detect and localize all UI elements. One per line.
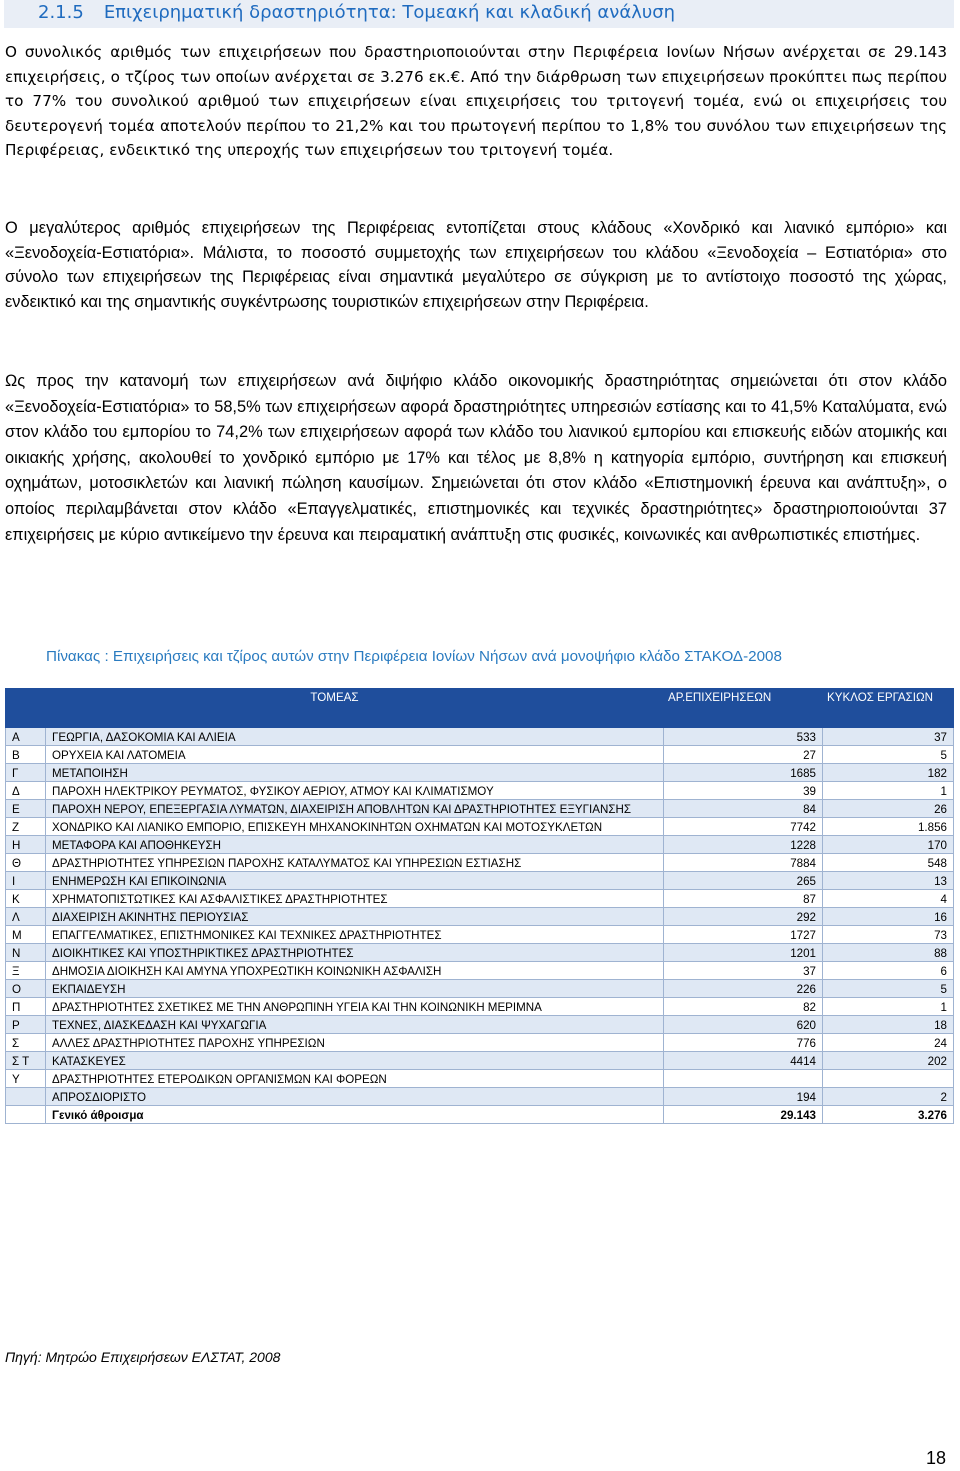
table-row (6, 1016, 954, 1034)
sector-name: ΜΕΤΑΦΟΡΑ ΚΑΙ ΑΠΟΘΗΚΕΥΣΗ (46, 836, 664, 854)
sector-name: ΚΑΤΑΣΚΕΥΕΣ (46, 1052, 664, 1070)
sector-name: ΕΠΑΓΓΕΛΜΑΤΙΚΕΣ, ΕΠΙΣΤΗΜΟΝΙΚΕΣ ΚΑΙ ΤΕΧΝΙΚΕΣ ΔΡΑΣΤΗΡΙΟΤΗΤΕΣ (46, 926, 664, 944)
firms-count: 1685 (664, 764, 823, 782)
table-row (6, 746, 954, 764)
sector-code: Ο (6, 980, 46, 998)
turnover-value: 73 (823, 926, 954, 944)
sector-code (6, 1088, 46, 1106)
paragraph-3: Ως προς την κατανομή των επιχειρήσεων ανά διψήφιο κλάδο οικονομικής δραστηριότητας σημειώνεται ότι στον κλάδο «Ξενοδοχεία-Εστιατόρια» το 58,5% των επιχειρήσεων αφορά δραστηριότητες υπηρεσιών εστίασης και το 41,5% Καταλύματα, ενώ στον κλάδο του εμπορίου το 74,2% των επιχειρήσεων αφορά των κλάδο του λιανικού εμπορίου και επισκευής ειδών ατομικής και οικιακής χρήσης, ακολουθεί το χονδρικό εμπόριο με 17% και τέλος με 8,8% η κατηγορία εμπόριο, συντήρηση και επισκευή οχημάτων, μοτοσικλετών και λιανική πώληση καυσίμων. Σημειώνεται ότι στον κλάδο «Επιστημονική έρευνα και ανάπτυξη», ο οποίος περιλαμβάνεται στον κλάδο «Επαγγελματικές, επιστημονικές και τεχνικές δραστηριότητες» δραστηριοποιούνται 37 επιχειρήσεις με κύριο αντικείμενο την έρευνα και πειραματική ανάπτυξη στις φυσικές, κοινωνικές και ανθρωπιστικές επιστήμες. (5, 372, 947, 544)
sector-name: ΧΟΝΔΡΙΚΟ ΚΑΙ ΛΙΑΝΙΚΟ ΕΜΠΟΡΙΟ, ΕΠΙΣΚΕΥΗ ΜΗΧΑΝΟΚΙΝΗΤΩΝ ΟΧΗΜΑΤΩΝ ΚΑΙ ΜΟΤΟΣΥΚΛΕΤΩΝ (46, 818, 664, 836)
sector-table (5, 688, 954, 1124)
turnover-value: 24 (823, 1034, 954, 1052)
page-number: 18 (926, 1448, 947, 1468)
turnover-value: 5 (823, 746, 954, 764)
sector-code: Ι (6, 872, 46, 890)
sector-name: ΠΑΡΟΧΗ ΝΕΡΟΥ, ΕΠΕΞΕΡΓΑΣΙΑ ΛΥΜΑΤΩΝ, ΔΙΑΧΕΙΡΙΣΗ ΑΠΟΒΛΗΤΩΝ ΚΑΙ ΔΡΑΣΤΗΡΙΟΤΗΤΕΣ ΕΞΥΓΙΑΝΣΗΣ (46, 800, 664, 818)
section-title: Επιχειρηματική δραστηριότητα: Τομεακή και κλαδική ανάλυση (103, 2, 676, 23)
sector-name: ΜΕΤΑΠΟΙΗΣΗ (46, 764, 664, 782)
firms-count: 37 (664, 962, 823, 980)
firms-count: 7884 (664, 854, 823, 872)
firms-count: 4414 (664, 1052, 823, 1070)
total-row (6, 1106, 954, 1124)
table-row (6, 818, 954, 836)
sector-code: Κ (6, 890, 46, 908)
sector-name: ΑΠΡΟΣΔΙΟΡΙΣΤΟ (46, 1088, 664, 1106)
turnover-value (823, 1070, 954, 1088)
sector-code: Υ (6, 1070, 46, 1088)
sector-code: Β (6, 746, 46, 764)
sector-code: Μ (6, 926, 46, 944)
table-row (6, 1088, 954, 1106)
turnover-value: 5 (823, 980, 954, 998)
turnover-value: 88 (823, 944, 954, 962)
turnover-value: 37 (823, 728, 954, 746)
table-row (6, 962, 954, 980)
table-row (6, 872, 954, 890)
table-body (6, 728, 954, 1124)
section-heading (4, 0, 954, 28)
turnover-value: 4 (823, 890, 954, 908)
table-row (6, 908, 954, 926)
firms-count: 1201 (664, 944, 823, 962)
sector-name: ΓΕΩΡΓΙΑ, ΔΑΣΟΚΟΜΙΑ ΚΑΙ ΑΛΙΕΙΑ (46, 728, 664, 746)
firms-count: 620 (664, 1016, 823, 1034)
sector-code: Σ (6, 1034, 46, 1052)
firms-count: 27 (664, 746, 823, 764)
turnover-value: 1.856 (823, 818, 954, 836)
firms-count: 82 (664, 998, 823, 1016)
total-firms: 29.143 (664, 1106, 823, 1124)
paragraph-1: Ο συνολικός αριθμός των επιχειρήσεων που δραστηριοποιούνται στην Περιφέρεια Ιονίων Νήσων ανέρχεται σε 29.143 επιχειρήσεις, ο τζίρος των οποίων ανέρχεται σε 3.276 εκ.€. Από την διάρθρωση των επιχειρήσεων προκύπτει πως περίπου το 77% του συνολικού αριθμού των επιχειρήσεων είναι επιχειρήσεις του τριτογενή τομέα, ενώ οι επιχειρήσεις του δευτερογενή τομέα αποτελούν περίπου το 21,2% και του πρωτογενή περίπου το 1,8% του συνόλου των επιχειρήσεων της Περιφέρειας, ενδεικτικό της υπεροχής των επιχειρήσεων του τριτογενή τομέα. (5, 43, 947, 160)
sector-name: ΕΝΗΜΕΡΩΣΗ ΚΑΙ ΕΠΙΚΟΙΝΩΝΙΑ (46, 872, 664, 890)
table-header-row (6, 689, 954, 728)
sector-name: ΟΡΥΧΕΙΑ ΚΑΙ ΛΑΤΟΜΕΙΑ (46, 746, 664, 764)
sector-code: Λ (6, 908, 46, 926)
sector-code: Γ (6, 764, 46, 782)
table-row (6, 926, 954, 944)
turnover-value: 18 (823, 1016, 954, 1034)
header-sector: ΤΟΜΕΑΣ (6, 689, 664, 728)
turnover-value: 1 (823, 782, 954, 800)
sector-name: ΔΡΑΣΤΗΡΙΟΤΗΤΕΣ ΕΤΕΡΟΔΙΚΩΝ ΟΡΓΑΝΙΣΜΩΝ ΚΑΙ ΦΟΡΕΩΝ (46, 1070, 664, 1088)
firms-count: 84 (664, 800, 823, 818)
turnover-value: 2 (823, 1088, 954, 1106)
sector-name: ΔΙΟΙΚΗΤΙΚΕΣ ΚΑΙ ΥΠΟΣΤΗΡΙΚΤΙΚΕΣ ΔΡΑΣΤΗΡΙΟΤΗΤΕΣ (46, 944, 664, 962)
firms-count: 87 (664, 890, 823, 908)
table-row (6, 944, 954, 962)
turnover-value: 16 (823, 908, 954, 926)
sector-code: Ν (6, 944, 46, 962)
header-firms: ΑΡ.ΕΠΙΧΕΙΡΗΣΕΩΝ (664, 689, 823, 728)
table-row (6, 1070, 954, 1088)
source-note: Πηγή: Μητρώο Επιχειρήσεων ΕΛΣΤΑΤ, 2008 (5, 1349, 281, 1365)
table-row (6, 764, 954, 782)
sector-name: ΕΚΠΑΙΔΕΥΣΗ (46, 980, 664, 998)
turnover-value: 182 (823, 764, 954, 782)
firms-count: 7742 (664, 818, 823, 836)
table-row (6, 890, 954, 908)
table-row (6, 980, 954, 998)
sector-code: Δ (6, 782, 46, 800)
firms-count: 226 (664, 980, 823, 998)
sector-name: ΑΛΛΕΣ ΔΡΑΣΤΗΡΙΟΤΗΤΕΣ ΠΑΡΟΧΗΣ ΥΠΗΡΕΣΙΩΝ (46, 1034, 664, 1052)
firms-count: 1228 (664, 836, 823, 854)
table-row (6, 1052, 954, 1070)
sector-code: Θ (6, 854, 46, 872)
turnover-value: 1 (823, 998, 954, 1016)
sector-name: ΤΕΧΝΕΣ, ΔΙΑΣΚΕΔΑΣΗ ΚΑΙ ΨΥΧΑΓΩΓΙΑ (46, 1016, 664, 1034)
firms-count: 194 (664, 1088, 823, 1106)
firms-count: 39 (664, 782, 823, 800)
firms-count: 1727 (664, 926, 823, 944)
sector-code: Α (6, 728, 46, 746)
sector-name: ΧΡΗΜΑΤΟΠΙΣΤΩΤΙΚΕΣ ΚΑΙ ΑΣΦΑΛΙΣΤΙΚΕΣ ΔΡΑΣΤΗΡΙΟΤΗΤΕΣ (46, 890, 664, 908)
table-row (6, 728, 954, 746)
total-label: Γενικό άθροισμα (46, 1106, 664, 1124)
turnover-value: 548 (823, 854, 954, 872)
table-row (6, 782, 954, 800)
firms-count: 292 (664, 908, 823, 926)
sector-code: Π (6, 998, 46, 1016)
sector-code: Σ Τ (6, 1052, 46, 1070)
paragraph-2: Ο μεγαλύτερος αριθμός επιχειρήσεων της Περιφέρειας εντοπίζεται στους κλάδους «Χονδρικό και λιανικό εμπόριο» και «Ξενοδοχεία-Εστιατόρια». Μάλιστα, το ποσοστό συμμετοχής των επιχειρήσεων του κλάδου «Ξενοδοχεία – Εστιατόρια» στο σύνολο των επιχειρήσεων της Περιφέρειας είναι σημαντικά μεγαλύτερο σε σύγκριση με το αντίστοιχο ποσοστό της χώρας, ενδεικτικό και της σημαντικής συγκέντρωσης τουριστικών επιχειρήσεων στην Περιφέρεια. (5, 219, 947, 311)
table-caption: Πίνακας : Επιχειρήσεις και τζίρος αυτών στην Περιφέρεια Ιονίων Νήσων ανά μονοψήφιο κλάδο ΣΤΑΚΟΔ-2008 (46, 648, 782, 665)
table-row (6, 836, 954, 854)
turnover-value: 202 (823, 1052, 954, 1070)
table-row (6, 998, 954, 1016)
turnover-value: 6 (823, 962, 954, 980)
sector-code: Η (6, 836, 46, 854)
table-row (6, 1034, 954, 1052)
firms-count (664, 1070, 823, 1088)
sector-name: ΠΑΡΟΧΗ ΗΛΕΚΤΡΙΚΟΥ ΡΕΥΜΑΤΟΣ, ΦΥΣΙΚΟΥ ΑΕΡΙΟΥ, ΑΤΜΟΥ ΚΑΙ ΚΛΙΜΑΤΙΣΜΟΥ (46, 782, 664, 800)
header-turnover: ΚΥΚΛΟΣ ΕΡΓΑΣΙΩΝ (823, 689, 954, 728)
sector-name: ΔΡΑΣΤΗΡΙΟΤΗΤΕΣ ΥΠΗΡΕΣΙΩΝ ΠΑΡΟΧΗΣ ΚΑΤΑΛΥΜΑΤΟΣ ΚΑΙ ΥΠΗΡΕΣΙΩΝ ΕΣΤΙΑΣΗΣ (46, 854, 664, 872)
sector-name: ΔΡΑΣΤΗΡΙΟΤΗΤΕΣ ΣΧΕΤΙΚΕΣ ΜΕ ΤΗΝ ΑΝΘΡΩΠΙΝΗ ΥΓΕΙΑ ΚΑΙ ΤΗΝ ΚΟΙΝΩΝΙΚΗ ΜΕΡΙΜΝΑ (46, 998, 664, 1016)
sector-name: ΔΙΑΧΕΙΡΙΣΗ ΑΚΙΝΗΤΗΣ ΠΕΡΙΟΥΣΙΑΣ (46, 908, 664, 926)
turnover-value: 13 (823, 872, 954, 890)
turnover-value: 26 (823, 800, 954, 818)
table-row (6, 854, 954, 872)
sector-code: Ζ (6, 818, 46, 836)
sector-name: ΔΗΜΟΣΙΑ ΔΙΟΙΚΗΣΗ ΚΑΙ ΑΜΥΝΑ ΥΠΟΧΡΕΩΤΙΚΗ ΚΟΙΝΩΝΙΚΗ ΑΣΦΑΛΙΣΗ (46, 962, 664, 980)
sector-code: Ξ (6, 962, 46, 980)
total-turnover: 3.276 (823, 1106, 954, 1124)
sector-code: Ρ (6, 1016, 46, 1034)
firms-count: 533 (664, 728, 823, 746)
table-row (6, 800, 954, 818)
sector-code: Ε (6, 800, 46, 818)
turnover-value: 170 (823, 836, 954, 854)
firms-count: 265 (664, 872, 823, 890)
section-number: 2.1.5 (38, 2, 84, 23)
total-code (6, 1106, 46, 1124)
firms-count: 776 (664, 1034, 823, 1052)
